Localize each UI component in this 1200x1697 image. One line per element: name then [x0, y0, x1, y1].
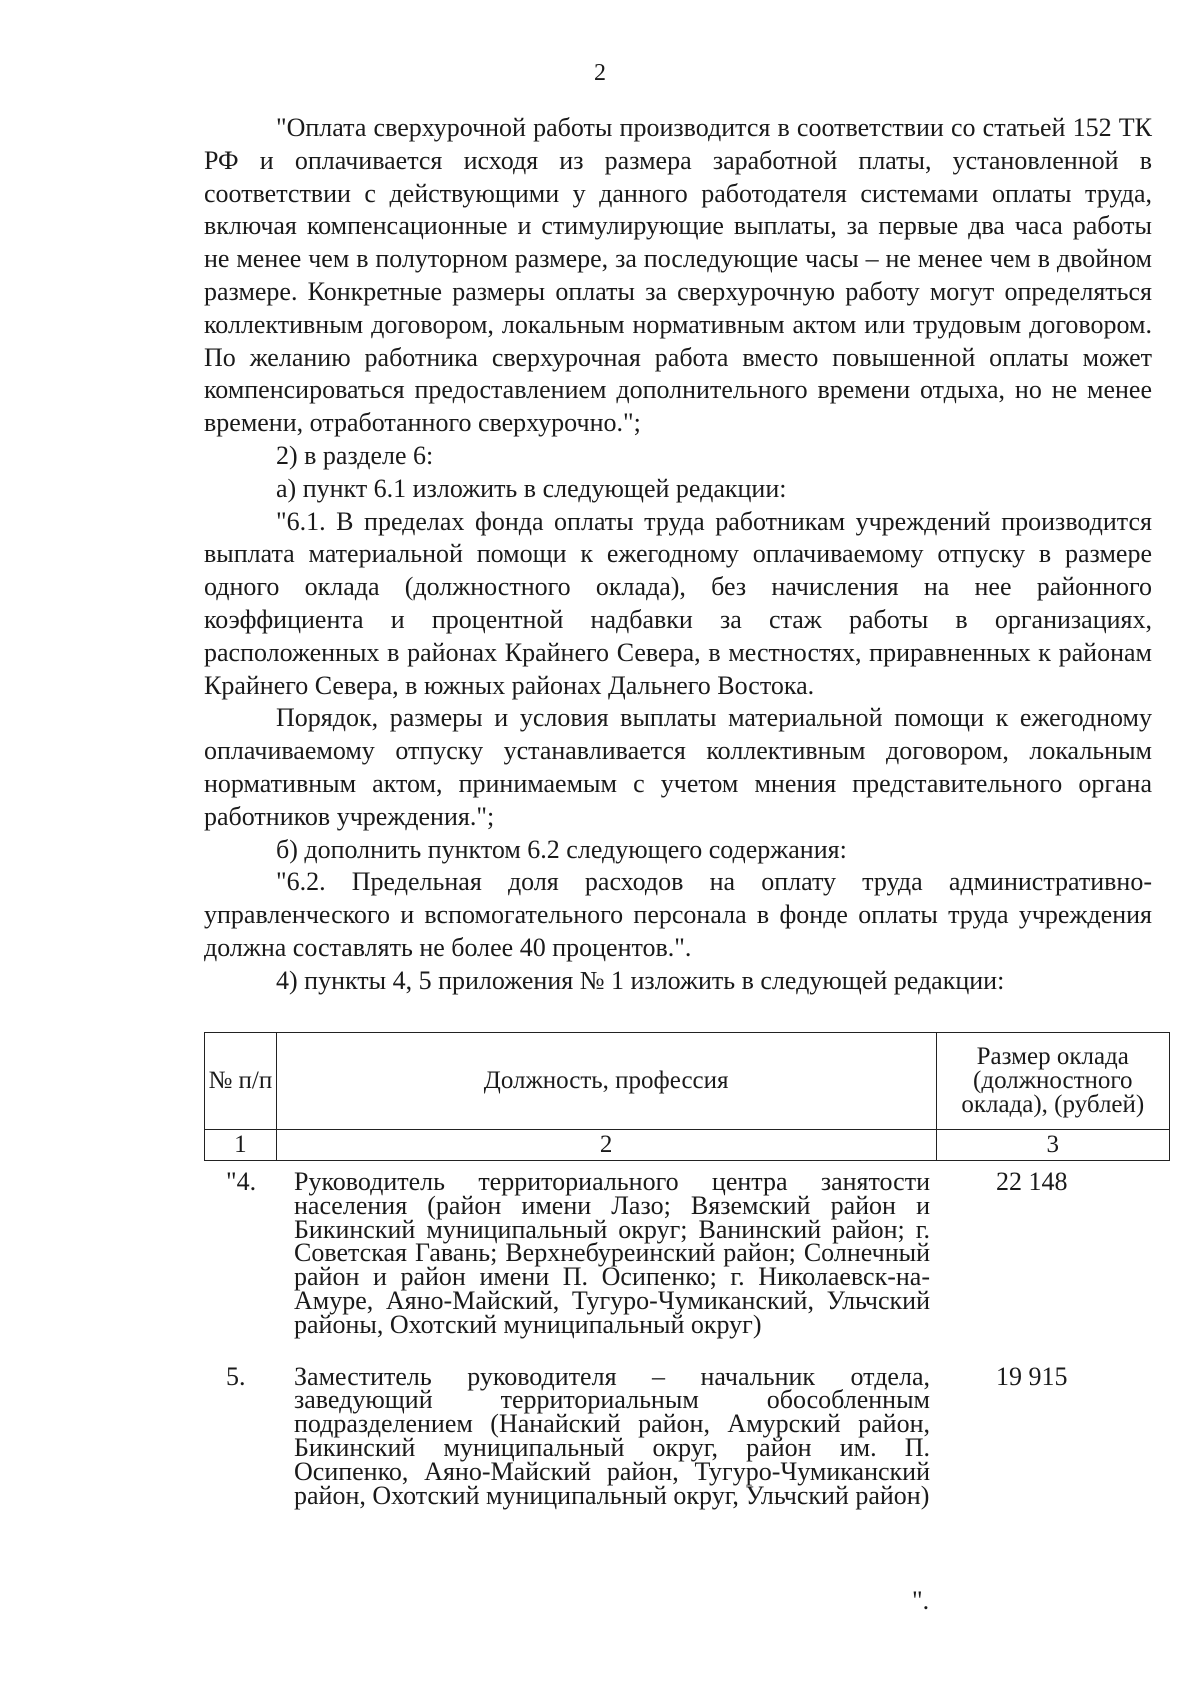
- table-entries: [204, 1167, 1170, 1535]
- page-number: 2: [594, 60, 606, 86]
- paragraph-material-aid-order: Порядок, размеры и условия выплаты материальной помощи к ежегодному оплачиваемому отпуску устанавливается коллективным договором, локальным нормативным актом, принимаемым с учетом мнения представительного органа работников учреждения.";: [204, 703, 1152, 831]
- row-salary: 22 148: [996, 1167, 1068, 1196]
- row-position: Заместитель руководителя – начальник отдела, заведующий территориальным обособленным подразделением (Нанайский район, Амурский район, Бикинский муниципальный округ, район им. П. Осипенко, Аяно-Майский район, Тугуро-Чумиканский район, Охотский муниципальный округ, Ульчский район): [294, 1361, 930, 1510]
- index-col-1: 1: [205, 1130, 277, 1161]
- header-position: Должность, профессия: [276, 1033, 936, 1130]
- paragraph-item-6-1-text: "6.1. В пределах фонда оплаты труда работникам учреждений производится выплата материальной помощи к ежегодному оплачиваемому отпуску в размере одного оклада (должностного оклада), без начисления на нее районного коэффициента и процентной надбавки за стаж работы в организациях, расположенных в районах Крайнего Севера, в местностях, приравненных к районам Крайнего Севера, в южных районах Дальнего Востока.: [204, 506, 1152, 700]
- paragraph-item-6-2-intro: б) дополнить пунктом 6.2 следующего содержания:: [276, 834, 847, 864]
- paragraph-item-6-2-text: "6.2. Предельная доля расходов на оплату труда административно-управленческого и вспомогательного персонала в фонде оплаты труда учреждения должна составлять не более 40 процентов.".: [204, 867, 1152, 962]
- row-number: "4.: [226, 1167, 257, 1196]
- paragraph-appendix-intro: 4) пункты 4, 5 приложения № 1 изложить в следующей редакции:: [276, 965, 1005, 995]
- table-index-row: [205, 1130, 1170, 1161]
- table-row: [204, 1167, 1170, 1339]
- closing-quote-mark: ".: [912, 1586, 930, 1615]
- header-number: № п/п: [205, 1033, 277, 1130]
- paragraph-item-6-1-intro: а) пункт 6.1 изложить в следующей редакции:: [276, 473, 787, 503]
- table-header-row: [205, 1033, 1170, 1130]
- salary-table: [204, 1032, 1170, 1161]
- paragraph-overtime-payment: "Оплата сверхурочной работы производится в соответствии со статьей 152 ТК РФ и оплачивается исходя из размера заработной платы, установленной в соответствии с действующими у данного работодателя системами оплаты труда, включая компенсационные и стимулирующие выплаты, за первые два часа работы не менее чем в полуторном размере, за последующие часы – не менее чем в двойном размере. Конкретные размеры оплаты за сверхурочную работу могут определяться коллективным договором, локальным нормативным актом или трудовым договором. По желанию работника сверхурочная работа вместо повышенной оплаты может компенсироваться предоставлением дополнительного времени отдыха, но не менее времени, отработанного сверхурочно.";: [204, 113, 1152, 438]
- index-col-2: 2: [276, 1130, 936, 1161]
- header-salary: Размер оклада (должностного оклада), (рублей): [936, 1033, 1169, 1130]
- index-col-3: 3: [936, 1130, 1169, 1161]
- table-row: [204, 1361, 1170, 1510]
- row-salary: 19 915: [996, 1361, 1068, 1391]
- paragraph-section-6: 2) в разделе 6:: [276, 440, 434, 470]
- body-text: [204, 112, 1152, 998]
- row-position: Руководитель территориального центра занятости населения (район имени Лазо; Вяземский район и Бикинский муниципальный округ; Ванинский район; г. Советская Гавань; Верхнебуреинский район; Солнечный район и район имени П. Осипенко; г. Николаевск-на-Амуре, Аяно-Майский, Тугуро-Чумиканский, Ульчский районы, Охотский муниципальный округ): [294, 1167, 930, 1339]
- row-number: 5.: [226, 1361, 246, 1391]
